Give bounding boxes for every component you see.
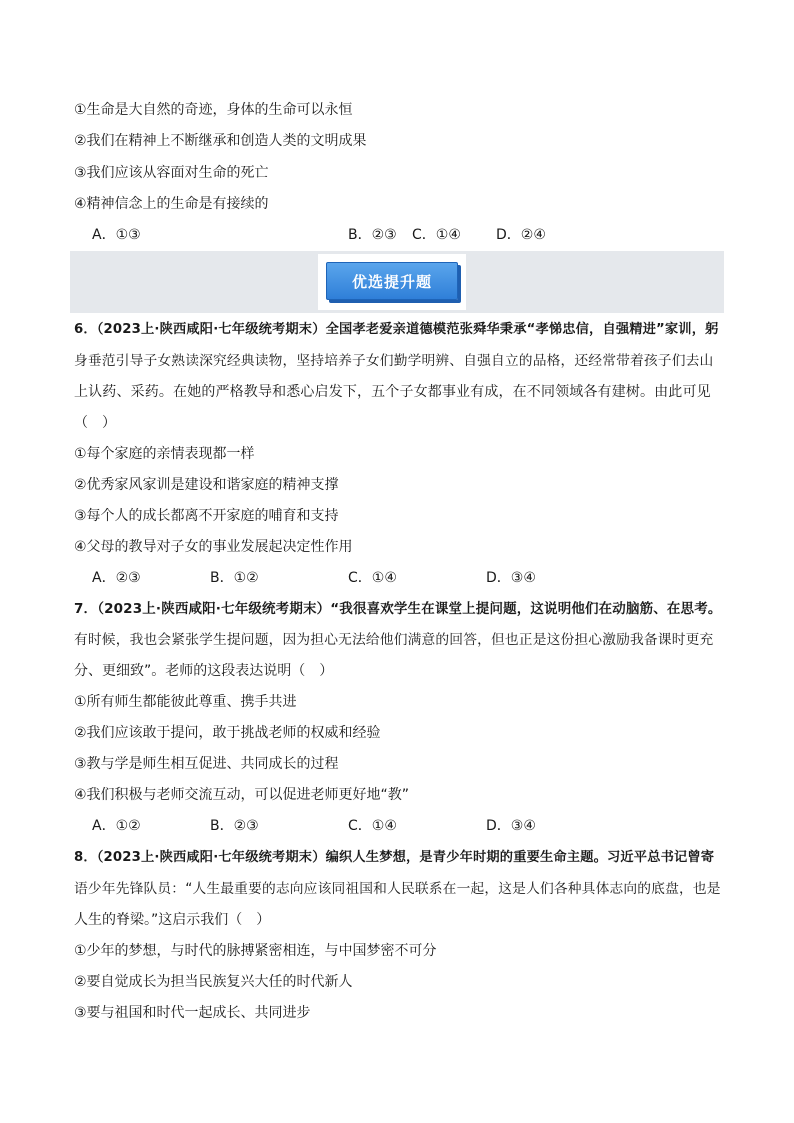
q7-stem-line-2: 有时候，我也会紧张学生提问题，因为担心无法给他们满意的回答，但也正是这份担心激励我备课时更充 [74,632,714,648]
q7-statement-3: ③教与学是师生相互促进、共同成长的过程 [74,756,339,772]
q6-option-a: A．②③ [92,570,141,586]
q5-option-d: D．②④ [496,227,546,243]
q7-option-c: C．①④ [348,818,397,834]
q5-statement-4: ④精神信念上的生命是有接续的 [74,196,269,212]
q6-stem-line-4: （ ） [74,415,116,431]
q7-stem-line-1 [74,599,724,619]
q5-option-a: A．①③ [92,227,141,243]
q8-statement-3: ③要与祖国和时代一起成长、共同进步 [74,1005,311,1021]
q5-statement-1: ①生命是大自然的奇迹，身体的生命可以永恒 [74,102,353,118]
q7-option-d: D．③④ [486,818,536,834]
section-title: 优选提升题 [326,262,458,300]
q6-stem-text: 6．（2023上·陕西咸阳·七年级统考期末）全国孝老爱亲道德模范张舜华秉承“孝悌忠信，自强精进”家训，躬 [74,322,719,337]
q5-statement-2: ②我们在精神上不断继承和创造人类的文明成果 [74,133,367,149]
q7-statement-4: ④我们积极与老师交流互动，可以促进老师更好地“教” [74,787,410,803]
q6-stem-line-3: 上认药、采药。在她的严格教导和悉心启发下，五个子女都事业有成，在不同领域各有建树。由此可见 [74,384,711,400]
q8-statement-2: ②要自觉成长为担当民族复兴大任的时代新人 [74,974,353,990]
q6-option-b: B．①② [210,570,259,586]
q6-option-c: C．①④ [348,570,397,586]
q5-statement-3: ③我们应该从容面对生命的死亡 [74,165,269,181]
q8-stem-line-3: 人生的脊梁。”这启示我们（ ） [74,912,271,928]
q6-stem-line-1 [74,320,724,340]
q7-option-b: B．②③ [210,818,259,834]
q7-stem-line-3: 分、更细致”。老师的这段表达说明（ ） [74,663,334,679]
q8-stem-line-2: 语少年先锋队员：“人生最重要的志向应该同祖国和人民联系在一起，这是人们各种具体志向的底盘，也是 [74,881,721,897]
q6-statement-2: ②优秀家风家训是建设和谐家庭的精神支撑 [74,477,339,493]
q8-stem-line-1 [74,848,724,868]
q6-statement-3: ③每个人的成长都离不开家庭的哺育和支持 [74,508,339,524]
q7-statement-2: ②我们应该敢于提问，敢于挑战老师的权威和经验 [74,725,381,741]
q6-option-d: D．③④ [486,570,536,586]
q8-stem-text: 8．（2023上·陕西咸阳·七年级统考期末）编织人生梦想，是青少年时期的重要生命主题。习近平总书记曾寄 [74,850,715,865]
q5-option-c: C．①④ [412,227,461,243]
q7-statement-1: ①所有师生都能彼此尊重、携手共进 [74,694,297,710]
q6-statement-1: ①每个家庭的亲情表现都一样 [74,446,255,462]
section-badge [318,254,466,310]
q8-statement-1: ①少年的梦想，与时代的脉搏紧密相连，与中国梦密不可分 [74,943,437,959]
q6-statement-4: ④父母的教导对子女的事业发展起决定性作用 [74,539,353,555]
q7-option-a: A．①② [92,818,141,834]
q7-stem-text: 7．（2023上·陕西咸阳·七年级统考期末）“我很喜欢学生在课堂上提问题，这说明他们在动脑筋、在思考。 [74,601,722,617]
q6-stem-line-2: 身垂范引导子女熟读深究经典读物，坚持培养子女们勤学明辨、自强自立的品格，还经常带着孩子们去山 [74,353,714,369]
q5-option-b: B．②③ [348,227,397,243]
